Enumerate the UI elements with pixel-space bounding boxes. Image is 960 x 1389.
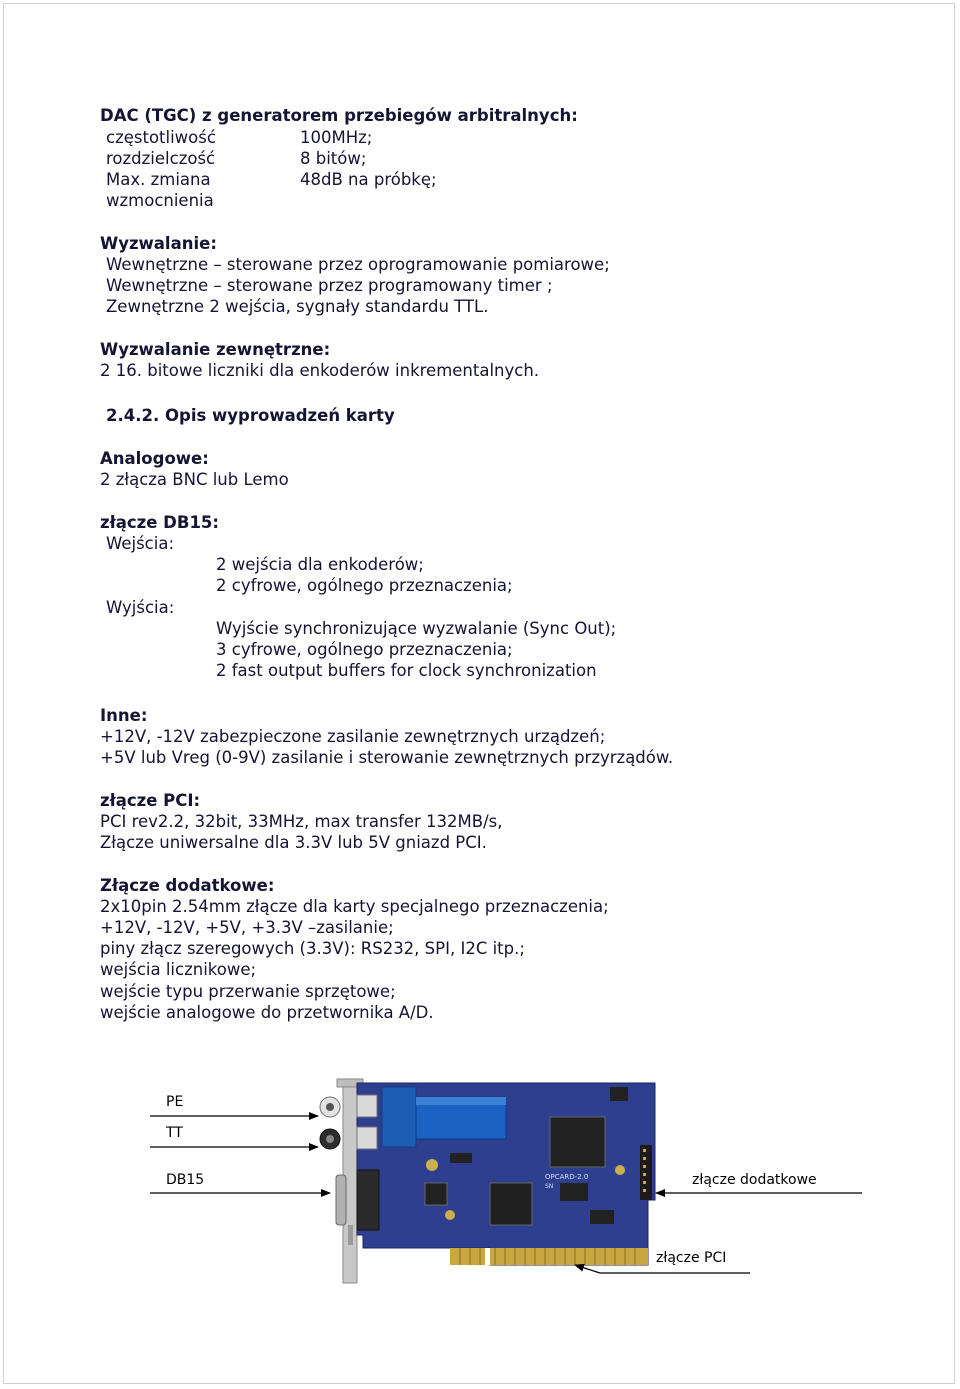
other-line: +12V, -12V zabezpieczone zasilanie zewnętrznych urządzeń; bbox=[100, 727, 606, 746]
chip-processor bbox=[490, 1183, 532, 1225]
extra-line: 2x10pin 2.54mm złącze dla karty specjalnego przeznaczenia; bbox=[100, 897, 609, 916]
capacitor bbox=[445, 1210, 455, 1220]
label-pe: PE bbox=[166, 1094, 184, 1110]
extra-line: +12V, -12V, +5V, +3.3V –zasilanie; bbox=[100, 918, 394, 937]
chip-small bbox=[425, 1183, 447, 1205]
analog-line: 2 złącza BNC lub Lemo bbox=[100, 470, 289, 489]
ext-trigger-heading: Wyzwalanie zewnętrzne: bbox=[100, 340, 331, 359]
extra-line: wejście typu przerwanie sprzętowe; bbox=[100, 982, 396, 1001]
capacitor bbox=[615, 1165, 625, 1175]
extra-line: wejścia licznikowe; bbox=[100, 960, 257, 979]
capacitor bbox=[426, 1159, 438, 1171]
label-pci: złącze PCI bbox=[656, 1250, 727, 1266]
pci-line: Złącze uniwersalne dla 3.3V lub 5V gniazd PCI. bbox=[100, 833, 487, 852]
pci-card-figure bbox=[150, 1075, 870, 1290]
db15-output: 3 cyfrowe, ogólnego przeznaczenia; bbox=[216, 640, 513, 659]
dac-label-gain-cont: wzmocnienia bbox=[106, 191, 214, 210]
extra-header-connector bbox=[640, 1145, 652, 1200]
db15-output: 2 fast output buffers for clock synchronization bbox=[216, 661, 597, 680]
dac-label-frequency: częstotliwość bbox=[106, 128, 216, 147]
db15-outputs-label: Wyjścia: bbox=[106, 598, 175, 617]
dac-value-resolution: 8 bitów; bbox=[300, 149, 367, 168]
chip-small bbox=[590, 1210, 614, 1224]
extra-line: wejście analogowe do przetwornika A/D. bbox=[100, 1003, 434, 1022]
db15-inputs-label: Wejścia: bbox=[106, 534, 175, 553]
analog-heading: Analogowe: bbox=[100, 449, 209, 468]
arrow-pci-tip bbox=[575, 1265, 600, 1273]
other-heading: Inne: bbox=[100, 706, 148, 725]
other-line: +5V lub Vreg (0-9V) zasilanie i sterowanie zewnętrznych przyrządów. bbox=[100, 748, 674, 767]
extra-heading: Złącze dodatkowe: bbox=[100, 876, 275, 895]
dac-heading: DAC (TGC) z generatorem przebiegów arbitralnych: bbox=[100, 106, 578, 125]
ext-trigger-line: 2 16. bitowe liczniki dla enkoderów inkrementalnych. bbox=[100, 361, 540, 380]
db15-input: 2 cyfrowe, ogólnego przeznaczenia; bbox=[216, 576, 513, 595]
dac-label-resolution: rozdzielczość bbox=[106, 149, 216, 168]
label-db15: DB15 bbox=[166, 1172, 205, 1188]
chip-small bbox=[560, 1183, 588, 1201]
dac-label-gain: Max. zmiana bbox=[106, 170, 211, 189]
db15-heading: złącze DB15: bbox=[100, 513, 220, 532]
section-title: 2.4.2. Opis wyprowadzeń karty bbox=[106, 406, 395, 425]
pci-edge-connector bbox=[450, 1248, 648, 1265]
board-serial: SN bbox=[545, 1183, 554, 1190]
db15-output: Wyjście synchronizujące wyzwalanie (Sync Out); bbox=[216, 619, 617, 638]
label-extra: złącze dodatkowe bbox=[692, 1172, 817, 1188]
pci-heading: złącze PCI: bbox=[100, 791, 201, 810]
chip-fpga bbox=[550, 1117, 605, 1167]
trigger-line: Wewnętrzne – sterowane przez programowany timer ; bbox=[106, 276, 553, 295]
trigger-heading: Wyzwalanie: bbox=[100, 234, 217, 253]
db15-input: 2 wejścia dla enkoderów; bbox=[216, 555, 424, 574]
dac-value-gain: 48dB na próbkę; bbox=[300, 170, 437, 189]
board-silkscreen: OPCARD-2.0 bbox=[545, 1173, 589, 1181]
trigger-line: Wewnętrzne – sterowane przez oprogramowanie pomiarowe; bbox=[106, 255, 610, 274]
label-tt: TT bbox=[166, 1125, 183, 1141]
db15-connector bbox=[336, 1170, 379, 1230]
extra-line: piny złącz szeregowych (3.3V): RS232, SPI, I2C itp.; bbox=[100, 939, 525, 958]
chip-small bbox=[450, 1153, 472, 1163]
trigger-line: Zewnętrzne 2 wejścia, sygnały standardu TTL. bbox=[106, 297, 489, 316]
chip-small bbox=[610, 1087, 628, 1101]
pci-line: PCI rev2.2, 32bit, 33MHz, max transfer 132MB/s, bbox=[100, 812, 503, 831]
dac-value-frequency: 100MHz; bbox=[300, 128, 373, 147]
